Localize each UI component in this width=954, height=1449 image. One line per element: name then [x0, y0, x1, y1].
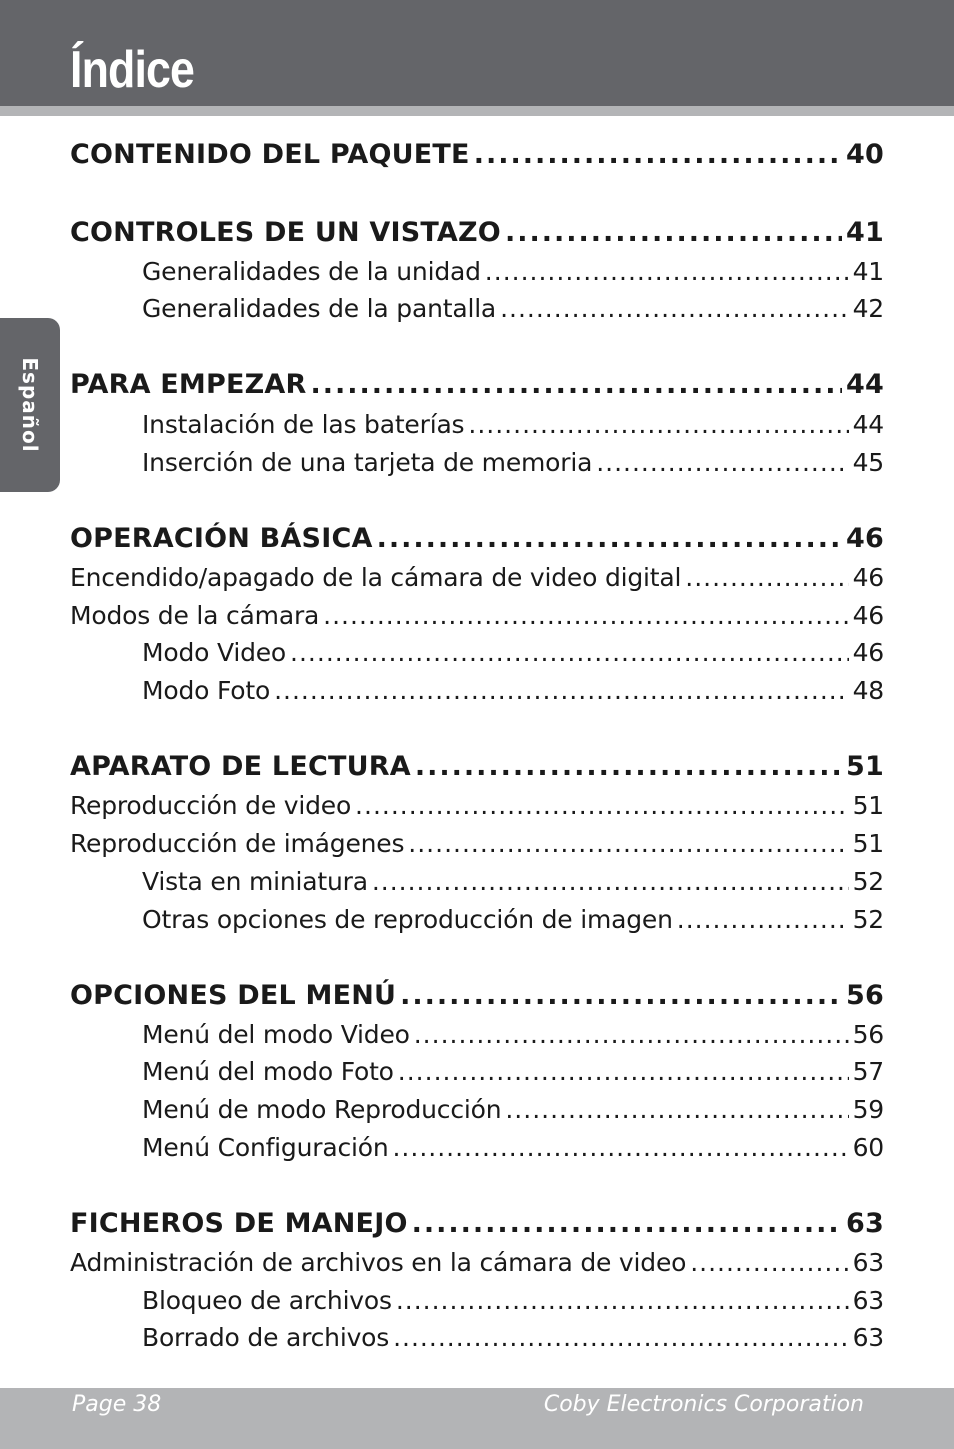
dot-leader	[290, 635, 849, 671]
toc-entry-label: Instalación de las baterías	[142, 410, 465, 439]
toc-entry-page: 63	[852, 1286, 884, 1315]
toc-entry-label: OPCIONES DEL MENÚ	[70, 980, 397, 1011]
toc-entry-page: 42	[852, 294, 884, 323]
toc-entry-subsection[interactable]	[142, 1054, 884, 1090]
toc-entry-label: Modo Video	[142, 638, 287, 667]
language-tab	[0, 318, 60, 492]
toc-entry-section[interactable]	[70, 977, 884, 1015]
toc-entry-label: PARA EMPEZAR	[70, 369, 307, 400]
dot-leader	[372, 864, 849, 900]
dot-leader	[596, 445, 848, 481]
toc-entry-page: 51	[852, 791, 884, 820]
toc-entry-label: CONTENIDO DEL PAQUETE	[70, 139, 470, 170]
toc-entry-subsection[interactable]	[142, 407, 884, 443]
toc-entry-label: Reproducción de imágenes	[70, 829, 405, 858]
toc-entry-label: Borrado de archivos	[142, 1323, 390, 1352]
toc-entry-subsection[interactable]	[70, 560, 884, 596]
toc-entry-page: 46	[852, 601, 884, 630]
dot-leader	[377, 520, 842, 558]
toc-entry-label: Administración de archivos en la cámara de video	[70, 1248, 687, 1277]
toc-entry-section[interactable]	[70, 214, 884, 252]
toc-entry-page: 51	[846, 751, 884, 782]
toc-entry-subsection[interactable]	[142, 635, 884, 671]
footer-company-name: Coby Electronics Corporation	[543, 1392, 864, 1417]
toc-entry-subsection[interactable]	[142, 1283, 884, 1319]
toc-entry-label: Vista en miniatura	[142, 867, 368, 896]
toc-entry-label: Menú del modo Video	[142, 1020, 410, 1049]
dot-leader	[408, 826, 848, 862]
toc-entry-page: 44	[852, 410, 884, 439]
toc-entry-section[interactable]	[70, 1205, 884, 1243]
toc-entry-section[interactable]	[70, 366, 884, 404]
toc-entry-subsection[interactable]	[142, 1320, 884, 1356]
toc-entry-page: 56	[846, 980, 884, 1011]
toc-entry-label: Menú de modo Reproducción	[142, 1095, 502, 1124]
toc-entry-section[interactable]	[70, 520, 884, 558]
toc-entry-page: 60	[852, 1133, 884, 1162]
toc-entry-label: Bloqueo de archivos	[142, 1286, 392, 1315]
dot-leader	[685, 560, 848, 596]
toc-entry-label: Inserción de una tarjeta de memoria	[142, 448, 593, 477]
dot-leader	[677, 902, 849, 938]
dot-leader	[412, 1205, 842, 1243]
language-tab-label: Español	[18, 357, 42, 453]
toc-entry-subsection[interactable]	[70, 1245, 884, 1281]
dot-leader	[690, 1245, 848, 1281]
toc-entry-subsection[interactable]	[142, 445, 884, 481]
dot-leader	[414, 1017, 849, 1053]
toc-entry-page: 48	[852, 676, 884, 705]
toc-entry-label: Generalidades de la pantalla	[142, 294, 497, 323]
toc-entry-subsection[interactable]	[142, 1017, 884, 1053]
dot-leader	[393, 1320, 848, 1356]
toc-entry-subsection[interactable]	[142, 254, 884, 290]
dot-leader	[323, 598, 848, 634]
toc-entry-subsection[interactable]	[142, 673, 884, 709]
dot-leader	[400, 977, 842, 1015]
toc-entry-page: 41	[846, 217, 884, 248]
dot-leader	[505, 1092, 848, 1128]
toc-entry-page: 52	[852, 905, 884, 934]
toc-entry-subsection[interactable]	[142, 864, 884, 900]
toc-entry-page: 63	[846, 1208, 884, 1239]
toc-entry-page: 56	[852, 1020, 884, 1049]
toc-entry-page: 46	[852, 563, 884, 592]
dot-leader	[396, 1283, 849, 1319]
dot-leader	[468, 407, 848, 443]
dot-leader	[392, 1130, 848, 1166]
toc-entry-subsection[interactable]	[70, 598, 884, 634]
toc-entry-label: APARATO DE LECTURA	[70, 751, 411, 782]
toc-entry-subsection[interactable]	[142, 291, 884, 327]
dot-leader	[415, 748, 842, 786]
toc-entry-page: 63	[852, 1323, 884, 1352]
toc-entry-subsection[interactable]	[70, 788, 884, 824]
toc-entry-label: CONTROLES DE UN VISTAZO	[70, 217, 501, 248]
toc-entry-page: 57	[852, 1057, 884, 1086]
toc-entry-label: Modo Foto	[142, 676, 271, 705]
toc-entry-label: Encendido/apagado de la cámara de video digital	[70, 563, 682, 592]
table-of-contents	[70, 0, 884, 1449]
toc-entry-section[interactable]	[70, 748, 884, 786]
dot-leader	[274, 673, 849, 709]
toc-entry-label: FICHEROS DE MANEJO	[70, 1208, 408, 1239]
toc-entry-page: 63	[852, 1248, 884, 1277]
dot-leader	[398, 1054, 849, 1090]
toc-entry-page: 46	[846, 523, 884, 554]
footer-page-number: Page 38	[72, 1392, 162, 1417]
toc-entry-label: Generalidades de la unidad	[142, 257, 481, 286]
toc-entry-label: Otras opciones de reproducción de imagen	[142, 905, 673, 934]
dot-leader	[485, 254, 849, 290]
toc-entry-page: 41	[852, 257, 884, 286]
toc-entry-subsection[interactable]	[142, 1092, 884, 1128]
toc-entry-label: OPERACIÓN BÁSICA	[70, 523, 373, 554]
toc-entry-label: Menú Configuración	[142, 1133, 389, 1162]
toc-entry-page: 46	[852, 638, 884, 667]
dot-leader	[311, 366, 843, 404]
toc-entry-section[interactable]	[70, 136, 884, 174]
dot-leader	[355, 788, 849, 824]
toc-entry-label: Reproducción de video	[70, 791, 352, 820]
toc-entry-page: 44	[846, 369, 884, 400]
toc-entry-page: 51	[852, 829, 884, 858]
toc-entry-page: 45	[852, 448, 884, 477]
toc-entry-label: Modos de la cámara	[70, 601, 320, 630]
page-title: Índice	[70, 41, 195, 99]
dot-leader	[474, 136, 842, 174]
toc-entry-page: 59	[852, 1095, 884, 1124]
toc-entry-subsection[interactable]	[142, 1130, 884, 1166]
toc-entry-label: Menú del modo Foto	[142, 1057, 394, 1086]
toc-entry-page: 52	[852, 867, 884, 896]
dot-leader	[505, 214, 842, 252]
toc-entry-subsection[interactable]	[70, 826, 884, 862]
toc-entry-subsection[interactable]	[142, 902, 884, 938]
toc-entry-page: 40	[846, 139, 884, 170]
dot-leader	[500, 291, 849, 327]
